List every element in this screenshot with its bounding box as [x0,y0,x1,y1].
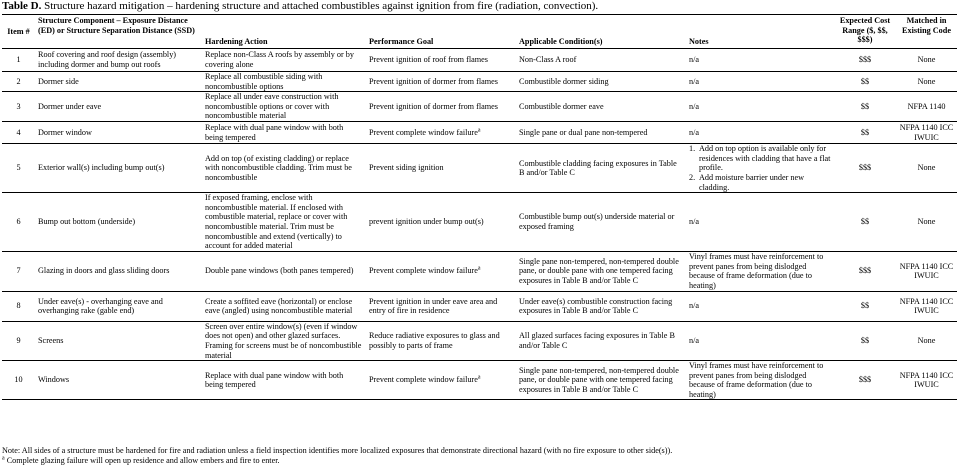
cell-notes: Vinyl frames must have reinforcement to prevent panes from being dislodged because of frame deformation (due to heating) [689,361,824,399]
goal-text: Prevent complete window failure [369,266,478,276]
cell-notes: n/a [689,217,700,227]
notes-list-item [689,172,831,192]
cell-condition: Combustible dormer siding [519,76,609,86]
table-row [2,72,957,92]
header-component: Structure Component – Exposure Distance (ED) or Structure Separation Distance (SSD) [38,16,195,35]
cell-item: 8 [16,301,21,311]
goal-text: Prevent complete window failure [369,127,478,137]
header-item: Item # [7,26,30,36]
table-row [2,49,957,72]
cell-item: 5 [16,163,21,173]
cell-component: Exterior wall(s) including bump out(s) [38,163,165,173]
cell-goal [366,122,516,144]
header-row [2,15,957,49]
cell-item: 10 [14,375,23,385]
cell-component: Under eave(s) - overhanging eave and overhanging rake (gable end) [38,296,163,316]
cell-component: Roof covering and roof design (assembly) including dormer and bump out roofs [38,50,177,69]
cell-condition: Combustible cladding facing exposures in Table B and/or Table C [519,158,677,178]
header-cost: Expected Cost Range ($, $$, $$$) [839,16,891,45]
cell-action: Add on top (of existing cladding) or replace with noncombustible cladding. Trim must be noncombustible [205,153,352,182]
footnote-marker: a [477,374,481,381]
table-title: Structure hazard mitigation – hardening structure and attached combustibles against ignition from fire (radiation, convection). [44,0,599,12]
goal-text: Prevent ignition in under eave area and entry of fire in residence [369,296,498,316]
table-row [2,361,957,400]
cell-item: 2 [16,76,21,86]
header-condition: Applicable Condition(s) [519,37,603,47]
footnote-marker: a [477,265,481,272]
table-row [2,291,957,321]
footnotes [2,446,672,466]
table-row [2,92,957,122]
cell-code: None [917,76,936,86]
notes-list-item [689,144,831,173]
cell-cost: $$ [860,217,870,227]
goal-text: Prevent complete window failure [369,375,478,385]
cell-cost: $$$ [858,375,872,385]
footnote-a-mark: a [2,455,5,462]
goal-text: Prevent ignition of roof from flames [369,55,488,65]
cell-notes: n/a [689,76,700,86]
cell-notes: n/a [689,101,700,111]
cell-goal [366,251,516,291]
goal-text: prevent ignition under bump out(s) [369,217,484,227]
cell-cost: $$$ [858,266,872,276]
cell-goal [366,321,516,360]
cell-condition: Under eave(s) combustible construction facing exposures in Table B and/or Table C [519,296,673,316]
hazard-mitigation-table [2,14,957,400]
cell-action: Replace with dual pane window with both being tempered [205,123,344,142]
notes-list-text: Add on top option is available only for residences with cladding that have a flat profile. [699,144,831,173]
cell-component: Dormer window [38,127,92,137]
notes-list [689,144,831,192]
cell-goal [366,72,516,92]
cell-action: Double pane windows (both panes tempered) [205,266,354,276]
table-row [2,122,957,144]
cell-notes: n/a [689,55,700,65]
table-caption [2,0,598,13]
table-row [2,193,957,252]
footnote-marker: a [477,127,481,134]
cell-code: NFPA 1140 ICC IWUIC [899,123,954,142]
cell-condition: Combustible bump out(s) underside material or exposed framing [519,212,675,231]
cell-component: Dormer under eave [38,101,102,111]
cell-action: Screen over entire window(s) (even if window does not open) and other glazed surfaces. Framing for screens must be of noncombustible material [205,321,362,360]
goal-text: Prevent ignition of dormer from flames [369,76,498,86]
cell-goal [366,361,516,400]
notes-list-text: Add moisture barrier under new cladding. [699,172,805,192]
cell-cost: $$ [860,76,870,86]
header-notes: Notes [689,37,709,47]
cell-component: Glazing in doors and glass sliding doors [38,266,170,276]
cell-cost: $$$ [858,55,872,65]
cell-action: Create a soffited eave (horizontal) or enclose eave (angled) using noncombustible material [205,296,353,316]
cell-goal [366,193,516,252]
header-code: Matched in Existing Code [902,16,951,35]
cell-cost: $$ [860,301,870,311]
cell-code: None [917,163,936,173]
cell-component: Dormer side [38,76,79,86]
cell-goal [366,291,516,321]
cell-condition: Single pane or dual pane non-tempered [519,127,648,137]
cell-condition: Single pane non-tempered, non-tempered double pane, or double pane with one tempered facing exposures in Table B and/or Table C [519,256,679,286]
cell-item: 7 [16,266,21,276]
cell-code: NFPA 1140 ICC IWUIC [899,370,954,390]
table-label: Table D. [2,0,42,12]
footnote-a-text: Complete glazing failure will open up residence and allow embers and fire to enter. [6,456,280,465]
footnote-a [2,456,672,466]
cell-notes: n/a [689,127,700,137]
table-row [2,321,957,360]
cell-cost: $$$ [858,163,872,173]
cell-code: NFPA 1140 ICC IWUIC [899,261,954,281]
cell-notes: Vinyl frames must have reinforcement to prevent panes from being dislodged because of frame deformation (due to heating) [689,252,824,290]
cell-code: NFPA 1140 [907,101,946,111]
cell-component: Screens [38,336,64,346]
cell-condition: Single pane non-tempered, non-tempered double pane, or double pane with one tempered facing exposures in Table B and/or Table C [519,365,679,395]
table-body [2,49,957,400]
header-goal: Performance Goal [369,37,434,47]
cell-notes: n/a [689,336,700,346]
notes-list-number: 1. [689,144,696,154]
cell-cost: $$ [860,127,870,137]
cell-action: Replace with dual pane window with both being tempered [205,370,344,390]
cell-action: Replace all under eave construction with noncombustible options or cover with noncombustible material [205,92,339,121]
table-row [2,251,957,291]
cell-item: 1 [16,55,21,65]
cell-goal [366,92,516,122]
goal-text: Prevent ignition of dormer from flames [369,101,498,111]
cell-action: Replace non-Class A roofs by assembly or by covering alone [205,50,354,69]
table-row [2,144,957,193]
cell-condition: All glazed surfaces facing exposures in Table B and/or Table C [519,331,675,350]
cell-code: None [917,336,936,346]
cell-code: None [917,55,936,65]
cell-cost: $$ [860,336,870,346]
cell-condition: Non-Class A roof [519,55,577,65]
cell-code: NFPA 1140 ICC IWUIC [899,296,954,316]
cell-item: 9 [16,336,21,346]
cell-cost: $$ [860,101,870,111]
cell-code: None [917,217,936,227]
cell-goal [366,49,516,72]
cell-goal [366,144,516,193]
cell-item: 4 [16,127,21,137]
cell-component: Bump out bottom (underside) [38,217,136,227]
cell-condition: Combustible dormer eave [519,101,604,111]
header-action: Hardening Action [205,37,268,47]
cell-item: 6 [16,217,21,227]
cell-item: 3 [16,101,21,111]
goal-text: Reduce radiative exposures to glass and possibly to parts of frame [369,331,500,350]
cell-component: Windows [38,375,70,385]
notes-list-number: 2. [689,172,696,182]
cell-action: Replace all combustible siding with noncombustible options [205,72,323,91]
footnote-note: Note: All sides of a structure must be hardened for fire and radiation unless a field inspection identifies more localized exposures that demonstrate directional hazard (with no fire exposure to other side(s)). [2,446,673,455]
goal-text: Prevent siding ignition [369,163,444,173]
cell-notes: n/a [689,301,700,311]
cell-action: If exposed framing, enclose with noncombustible material. If enclosed with combustible material, replace or cover with noncombustible material. Trim must be noncombustible and extend (vertically) to account for added material [205,193,348,251]
cell-notes [686,144,834,193]
